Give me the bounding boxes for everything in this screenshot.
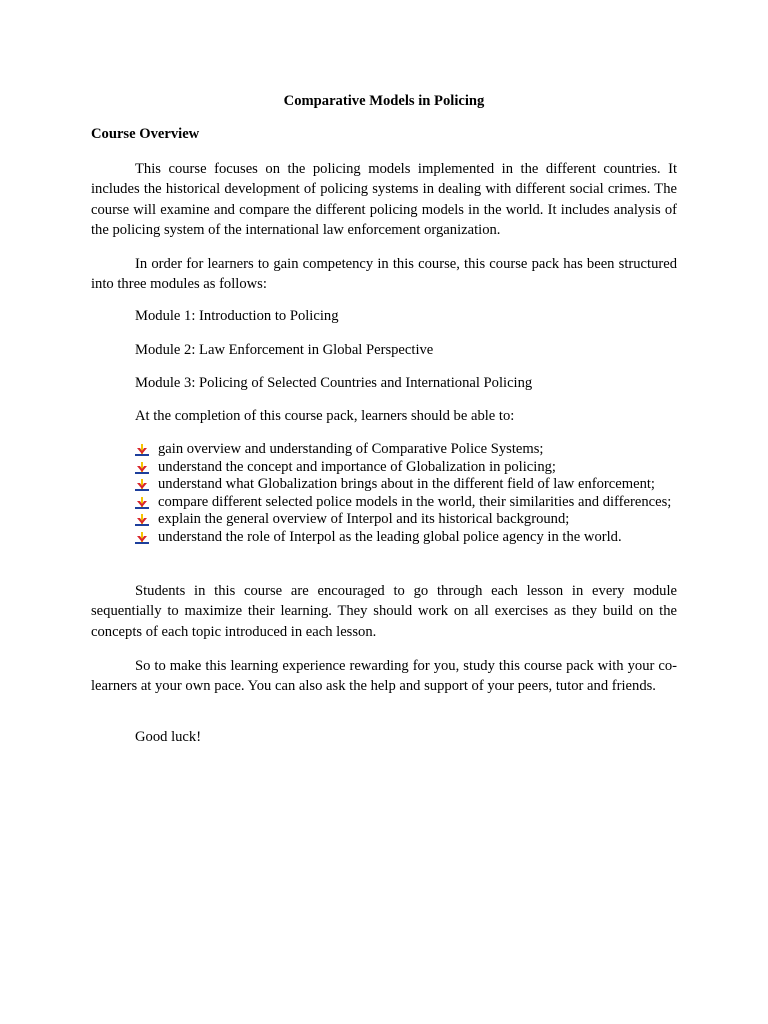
objective-item (135, 511, 677, 529)
arrow-bullet-icon (135, 478, 149, 492)
arrow-bullet-icon (135, 496, 149, 510)
objective-text: gain overview and understanding of Comparative Police Systems; (158, 441, 544, 457)
module-item: Module 2: Law Enforcement in Global Perspective (135, 342, 434, 358)
intro-paragraph-text: This course focuses on the policing models implemented in the different countries. It includes the historical development of policing systems in dealing with different social crimes. The course will examine and compare the different policing models in the world. It includes analysis of the policing system of the international law enforcement organization. (91, 161, 677, 238)
intro-paragraph (91, 159, 677, 240)
arrow-bullet-icon (135, 443, 149, 457)
objective-text: compare different selected police models in the world, their similarities and differences; (158, 493, 672, 510)
objective-text: explain the general overview of Interpol and its historical background; (158, 511, 570, 527)
students-paragraph-text: Students in this course are encouraged to go through each lesson in every module sequentially to maximize their learning. They should work on all exercises as they build on the concepts of each topic introduced in each lesson. (91, 583, 677, 640)
objective-text: understand the concept and importance of Globalization in policing; (158, 458, 556, 475)
sign-off: Good luck! (135, 729, 202, 745)
arrow-bullet-icon (135, 513, 149, 527)
closing-paragraph-text: So to make this learning experience rewarding for you, study this course pack with your co-learners at your own pace. You can also ask the help and support of your peers, tutor and friends. (91, 658, 677, 695)
closing-paragraph (91, 656, 677, 697)
module-item: Module 3: Policing of Selected Countries and International Policing (135, 375, 533, 391)
objective-item (135, 494, 677, 512)
objective-item (135, 476, 677, 494)
section-heading: Course Overview (91, 126, 200, 142)
objective-item (135, 459, 677, 477)
arrow-bullet-icon (135, 531, 149, 545)
module-item: Module 1: Introduction to Policing (135, 308, 339, 324)
document-title: Comparative Models in Policing (283, 93, 485, 109)
structure-paragraph-text: In order for learners to gain competency in this course, this course pack has been structured into three modules as follows: (91, 256, 677, 293)
arrow-bullet-icon (135, 461, 149, 475)
objectives-intro: At the completion of this course pack, learners should be able to: (135, 408, 515, 424)
objective-text: understand what Globalization brings about in the different field of law enforcement; (158, 476, 655, 492)
objective-text: understand the role of Interpol as the leading global police agency in the world. (158, 528, 622, 545)
structure-paragraph (91, 254, 677, 295)
objective-item (135, 441, 677, 459)
students-paragraph (91, 581, 677, 642)
objectives-list (135, 441, 677, 546)
objective-item (135, 529, 677, 547)
